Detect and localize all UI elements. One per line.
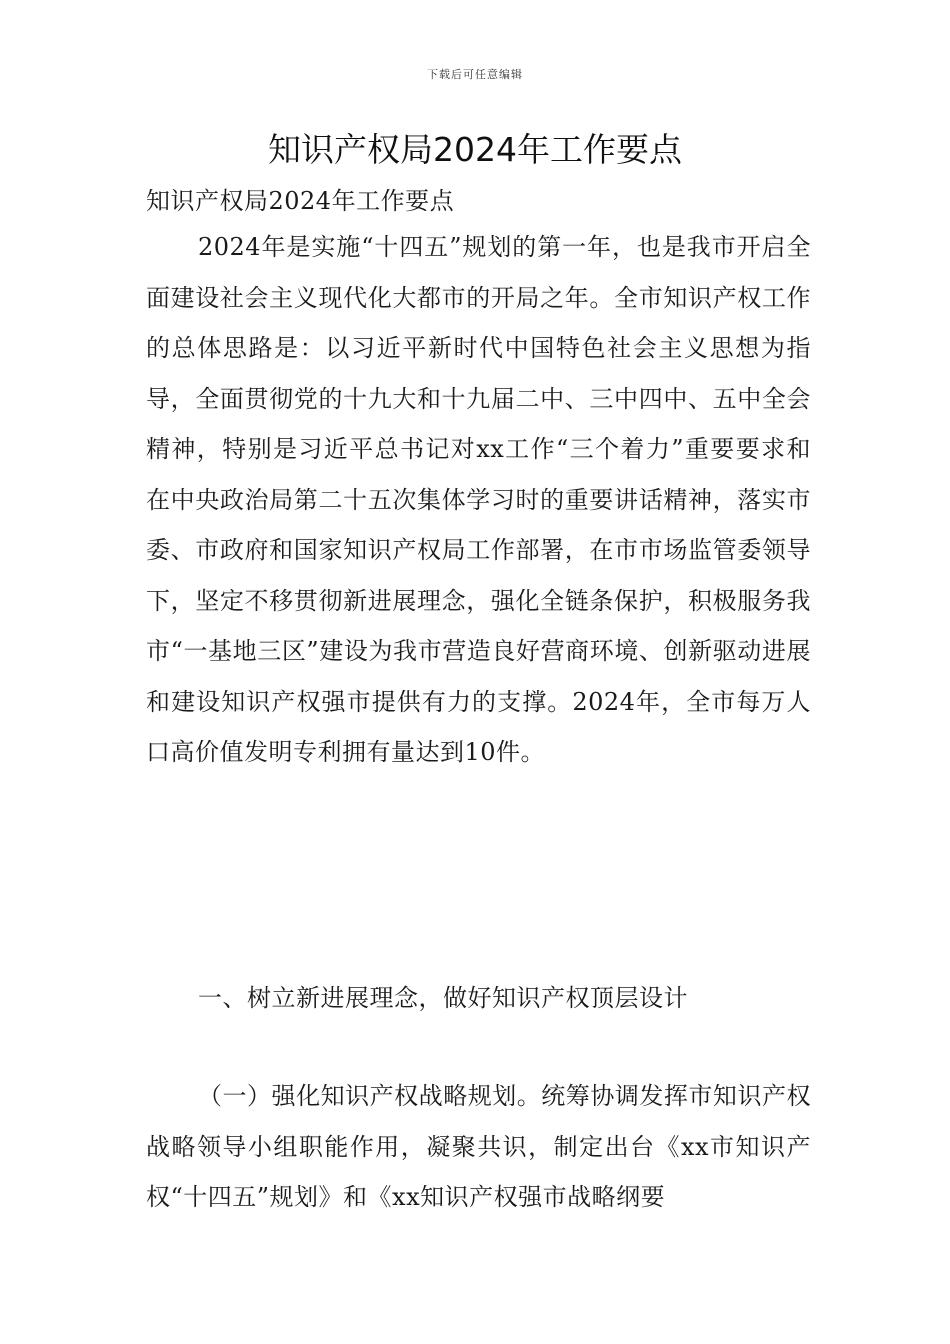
paragraph-intro: 2024年是实施“十四五”规划的第一年，也是我市开启全面建设社会主义现代化大都市的开局之年。全市知识产权工作的总体思路是：以习近平新时代中国特色社会主义思想为指导，全面贯彻党的十九大和十九届二中、三中四中、五中全会精神，特别是习近平总书记对xx工作“三个着力”重要要求和在中央政治局第二十五次集体学习时的重要讲话精神，落实市委、市政府和国家知识产权局工作部署，在市市场监管委领导下，坚定不移贯彻新进展理念，强化全链条保护，积极服务我市“一基地三区”建设为我市营造良好营商环境、创新驱动进展和建设知识产权强市提供有力的支撑。2024年，全市每万人口高价值发明专利拥有量达到10件。 <box>146 233 811 766</box>
document-title: 知识产权局2024年工作要点 <box>268 130 682 169</box>
paragraph-strategy: （一）强化知识产权战略规划。统筹协调发挥市知识产权战略领导小组职能作用，凝聚共识，制定出台《xx市知识产权“十四五”规划》和《xx知识产权强市战略纲要 <box>146 1082 811 1211</box>
header-note: 下载后可任意编辑 <box>427 68 523 81</box>
section-heading-1: 一、树立新进展理念，做好知识产权顶层设计 <box>198 984 688 1012</box>
document-subtitle: 知识产权局2024年工作要点 <box>146 187 455 215</box>
